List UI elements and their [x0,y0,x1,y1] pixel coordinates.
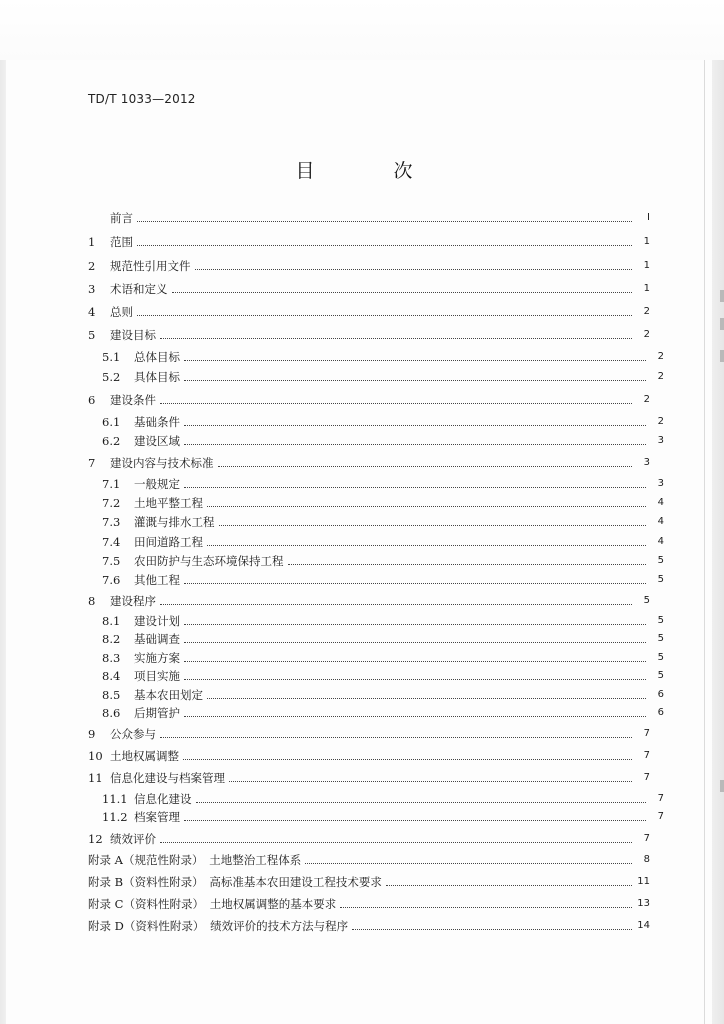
toc-entry-title: 建设区域 [134,434,180,448]
toc-leader-dots [340,907,632,908]
toc-page-number: 2 [657,416,664,427]
toc-page-number: 1 [643,260,650,271]
toc-entry-title: 建设条件 [110,393,156,407]
toc-leader-dots [288,564,647,565]
toc-page-number: 5 [657,670,664,681]
toc-entry-number: 8.2 [102,632,121,646]
toc-page-number: 2 [643,329,650,340]
toc-entry[interactable] [88,451,650,471]
toc-page-number: 4 [657,516,664,527]
toc-entry-number: 8.1 [102,614,121,628]
toc-entry-number: 6 [88,393,96,407]
toc-entry[interactable] [88,300,650,320]
toc-page-number: 14 [637,920,650,931]
toc-entry-title: 后期管护 [134,706,180,720]
toc-leader-dots [160,338,632,339]
toc-leader-dots [160,842,632,843]
toc-entry[interactable] [88,568,664,588]
toc-entry-number: 7 [88,456,96,470]
toc-entry-number: 11 [88,771,103,785]
toc-entry[interactable] [88,491,664,511]
toc-entry[interactable] [88,627,664,647]
toc-entry-title: 具体目标 [134,370,180,384]
toc-entry-title: 规范性引用文件 [110,259,191,273]
toc-page-number: 3 [657,435,664,446]
toc-entry[interactable] [88,646,664,666]
toc-entry-title: 其他工程 [134,573,180,587]
toc-entry-number: 10 [88,749,103,763]
toc-page-number: Ⅰ [647,212,650,223]
toc-leader-dots [207,506,646,507]
toc-page-number: 4 [657,536,664,547]
toc-entry-number: 6.2 [102,434,121,448]
toc-entry[interactable] [88,323,650,343]
toc-leader-dots [184,624,646,625]
toc-entry-number: 2 [88,259,96,273]
toc-entry-number: 3 [88,282,96,296]
toc-appendix-entry[interactable] [88,914,650,934]
toc-page-number: 2 [643,394,650,405]
toc-appendix-entry[interactable] [88,848,650,868]
toc-entry[interactable] [88,549,664,569]
toc-entry-title: 田间道路工程 [134,535,203,549]
toc-page-number: 5 [657,555,664,566]
toc-page-number: 8 [643,854,650,865]
toc-leader-dots [184,642,646,643]
toc-page-number: 7 [643,772,650,783]
toc-entry-title: 灌溉与排水工程 [134,515,215,529]
toc-entry-title: 总则 [110,305,133,319]
toc-entry-number: 7.6 [102,573,121,587]
document-code: TD/T 1033—2012 [88,92,196,106]
toc-page-number: 7 [657,793,664,804]
toc-entry[interactable] [88,365,664,385]
toc-entry-number: 11.1 [102,792,128,806]
toc-leader-dots [184,661,646,662]
toc-page-number: 1 [643,236,650,247]
toc-leader-dots [196,802,647,803]
toc-entry[interactable] [88,429,664,449]
toc-leader-dots [195,269,633,270]
toc-leader-dots [207,698,646,699]
toc-entry-title: 附录 B（资料性附录） 高标准基本农田建设工程技术要求 [88,875,382,889]
toc-entry-number: 8.6 [102,706,121,720]
toc-leader-dots [184,679,646,680]
toc-entry-title: 建设计划 [134,614,180,628]
toc-leader-dots [184,487,646,488]
toc-page-number: 7 [643,833,650,844]
toc-entry[interactable] [88,345,664,365]
toc-leader-dots [160,604,632,605]
toc-entry-number: 12 [88,832,103,846]
toc-entry[interactable] [88,510,664,530]
toc-entry-title: 基础调查 [134,632,180,646]
toc-entry-number: 7.2 [102,496,121,510]
scan-margin-mark [720,290,724,302]
toc-entry-title: 附录 C（资料性附录） 土地权属调整的基本要求 [88,897,337,911]
toc-entry-number: 8 [88,594,96,608]
toc-entry-title: 实施方案 [134,651,180,665]
toc-page-number: 13 [637,898,650,909]
toc-leader-dots [305,863,632,864]
toc-entry-number: 7.1 [102,477,121,491]
toc-page-number: 7 [643,750,650,761]
toc-leader-dots [137,245,632,246]
toc-entry-number: 7.3 [102,515,121,529]
toc-entry[interactable] [88,664,664,684]
toc-leader-dots [184,380,646,381]
toc-page-number: 7 [643,728,650,739]
toc-leader-dots [207,545,646,546]
toc-leader-dots [172,292,633,293]
toc-entry[interactable] [88,683,664,703]
toc-entry-number: 5.1 [102,350,121,364]
toc-entry-number: 6.1 [102,415,121,429]
toc-leader-dots [184,583,646,584]
toc-entry[interactable] [88,609,664,629]
scan-margin-mark [720,318,724,330]
toc-entry-number: 8.3 [102,651,121,665]
toc-leader-dots [229,781,632,782]
toc-entry-title: 附录 D（资料性附录） 绩效评价的技术方法与程序 [88,919,349,933]
toc-entry-number: 7.5 [102,554,121,568]
toc-page-number: 5 [657,574,664,585]
toc-entry[interactable] [88,744,650,764]
toc-leader-dots [184,716,646,717]
toc-entry[interactable] [88,388,650,408]
toc-entry-number: 8.5 [102,688,121,702]
toc-entry[interactable] [88,206,650,226]
toc-page-number: 6 [657,689,664,700]
toc-leader-dots [160,737,632,738]
toc-leader-dots [184,444,646,445]
toc-entry-number: 1 [88,235,96,249]
toc-page-number: 3 [657,478,664,489]
toc-page-number: 5 [657,633,664,644]
toc-page-number: 5 [657,615,664,626]
toc-entry-number: 4 [88,305,96,319]
toc-entry-number: 9 [88,727,96,741]
toc-page-number: 6 [657,707,664,718]
toc-leader-dots [184,820,646,821]
toc-page-number: 5 [643,595,650,606]
toc-entry-number: 11.2 [102,810,128,824]
toc-entry-title: 基础条件 [134,415,180,429]
toc-entry-title: 总体目标 [134,350,180,364]
toc-entry[interactable] [88,277,650,297]
toc-entry-title: 附录 A（规范性附录） 土地整治工程体系 [88,853,302,867]
toc-entry-title: 公众参与 [110,727,156,741]
toc-leader-dots [386,885,632,886]
toc-page-number: 7 [657,811,664,822]
toc-entry-title: 建设目标 [110,328,156,342]
toc-entry-title: 建设内容与技术标准 [110,456,214,470]
scan-margin-mark [720,780,724,792]
toc-entry[interactable] [88,722,650,742]
toc-leader-dots [184,360,646,361]
toc-leader-dots [219,525,647,526]
toc-page-number: 2 [657,371,664,382]
toc-entry[interactable] [88,701,664,721]
toc-page-number: 1 [643,283,650,294]
toc-entry-number: 5 [88,328,96,342]
toc-entry[interactable] [88,787,664,807]
toc-entry[interactable] [88,530,664,550]
toc-appendix-entry[interactable] [88,870,650,890]
toc-entry-title: 一般规定 [134,477,180,491]
toc-entry-number: 8.4 [102,669,121,683]
scan-margin-mark [720,350,724,362]
toc-leader-dots [352,929,632,930]
toc-entry-title: 信息化建设与档案管理 [110,771,225,785]
toc-entry-title: 绩效评价 [110,832,156,846]
toc-entry[interactable] [88,472,664,492]
toc-entry-title: 基本农田划定 [134,688,203,702]
toc-page-number: 3 [643,457,650,468]
toc-entry[interactable] [88,410,664,430]
toc-entry[interactable] [88,254,650,274]
toc-entry-title: 土地权属调整 [110,749,179,763]
toc-entry-title: 术语和定义 [110,282,168,296]
toc-leader-dots [183,759,632,760]
page-edge-line [704,60,705,1024]
toc-entry-title: 项目实施 [134,669,180,683]
toc-entry-title: 土地平整工程 [134,496,203,510]
toc-leader-dots [137,221,632,222]
toc-entry-title: 范围 [110,235,133,249]
toc-page-number: 11 [637,876,650,887]
toc-entry-title: 信息化建设 [134,792,192,806]
toc-entry-title: 建设程序 [110,594,156,608]
toc-entry-title: 档案管理 [134,810,180,824]
toc-entry[interactable] [88,805,664,825]
toc-leader-dots [137,315,632,316]
toc-page-number: 2 [657,351,664,362]
toc-page-number: 5 [657,652,664,663]
page-title: 目 次 [295,160,443,182]
toc-leader-dots [218,466,633,467]
toc-entry[interactable] [88,230,650,250]
toc-entry-number: 5.2 [102,370,121,384]
toc-leader-dots [160,403,632,404]
toc-entry-number: 7.4 [102,535,121,549]
toc-entry[interactable] [88,589,650,609]
toc-page-number: 4 [657,497,664,508]
toc-entry-title: 农田防护与生态环境保持工程 [134,554,284,568]
toc-page-number: 2 [643,306,650,317]
toc-leader-dots [184,425,646,426]
scan-top-margin [0,0,724,60]
toc-entry[interactable] [88,766,650,786]
toc-appendix-entry[interactable] [88,892,650,912]
toc-entry-title: 前言 [110,211,133,225]
toc-entry[interactable] [88,827,650,847]
